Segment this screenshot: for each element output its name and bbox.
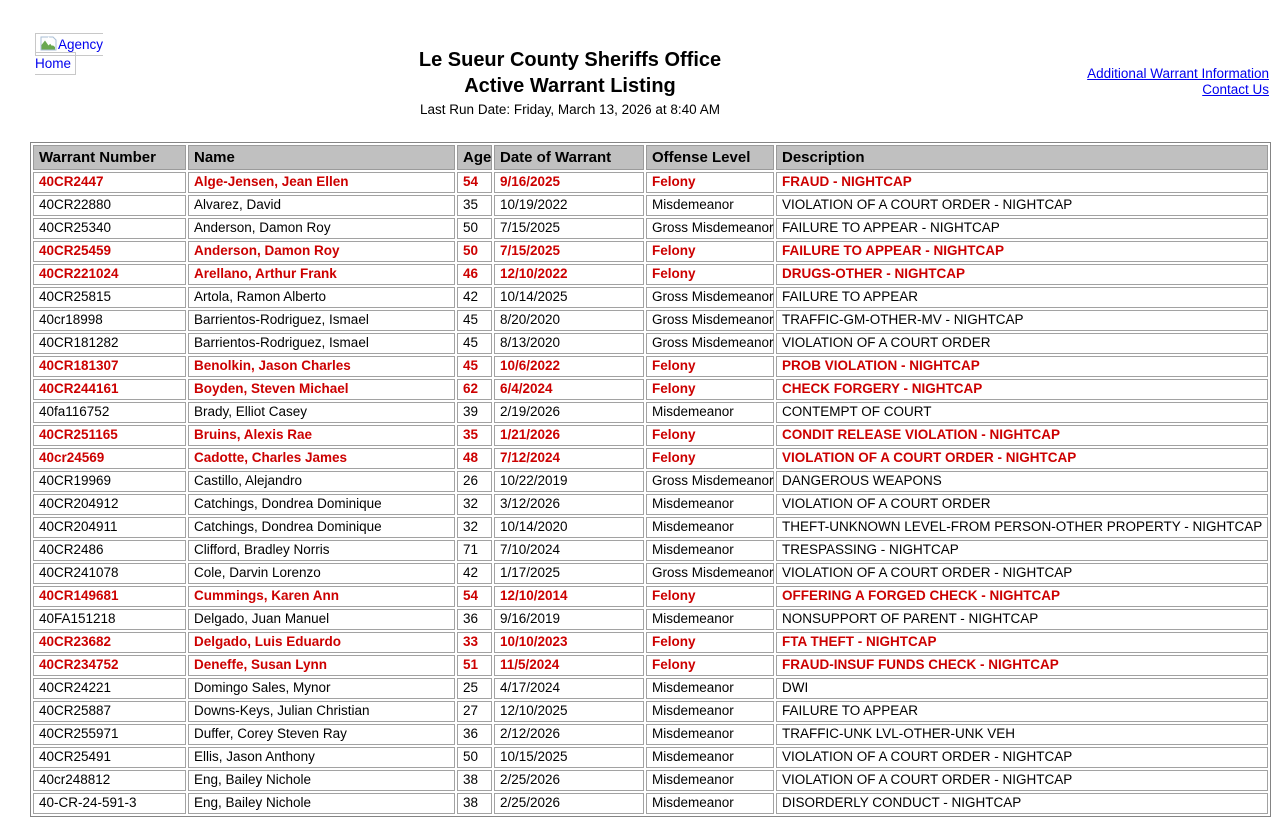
name-cell: Deneffe, Susan Lynn <box>188 655 455 676</box>
offense-level-cell: Misdemeanor <box>646 747 774 768</box>
agency-home-link[interactable] <box>35 33 103 75</box>
date-of-warrant-cell: 7/15/2025 <box>494 241 644 262</box>
offense-level-cell: Gross Misdemeanor <box>646 310 774 331</box>
description-cell: PROB VIOLATION - NIGHTCAP <box>776 356 1268 377</box>
offense-level-cell: Misdemeanor <box>646 494 774 515</box>
warrant-number-cell: 40CR241078 <box>33 563 186 584</box>
description-cell: CONTEMPT OF COURT <box>776 402 1268 423</box>
name-cell: Artola, Ramon Alberto <box>188 287 455 308</box>
date-of-warrant-cell: 10/22/2019 <box>494 471 644 492</box>
age-cell: 35 <box>457 425 492 446</box>
age-cell: 45 <box>457 356 492 377</box>
name-cell: Benolkin, Jason Charles <box>188 356 455 377</box>
table-row <box>33 195 1268 216</box>
offense-level-cell: Felony <box>646 172 774 193</box>
offense-level-cell: Misdemeanor <box>646 540 774 561</box>
warrant-number-cell: 40CR25815 <box>33 287 186 308</box>
name-cell: Barrientos-Rodriguez, Ismael <box>188 310 455 331</box>
warrant-number-cell: 40CR24221 <box>33 678 186 699</box>
table-row <box>33 448 1268 469</box>
age-cell: 42 <box>457 287 492 308</box>
age-cell: 33 <box>457 632 492 653</box>
name-cell: Ellis, Jason Anthony <box>188 747 455 768</box>
description-cell: DISORDERLY CONDUCT - NIGHTCAP <box>776 793 1268 814</box>
offense-level-cell: Misdemeanor <box>646 517 774 538</box>
name-cell: Eng, Bailey Nichole <box>188 793 455 814</box>
table-row <box>33 494 1268 515</box>
table-row <box>33 172 1268 193</box>
name-cell: Cadotte, Charles James <box>188 448 455 469</box>
offense-level-cell: Felony <box>646 379 774 400</box>
description-cell: VIOLATION OF A COURT ORDER - NIGHTCAP <box>776 563 1268 584</box>
offense-level-cell: Gross Misdemeanor <box>646 563 774 584</box>
table-row <box>33 540 1268 561</box>
name-cell: Delgado, Juan Manuel <box>188 609 455 630</box>
date-of-warrant-cell: 2/12/2026 <box>494 724 644 745</box>
name-cell: Boyden, Steven Michael <box>188 379 455 400</box>
description-cell: FRAUD-INSUF FUNDS CHECK - NIGHTCAP <box>776 655 1268 676</box>
warrant-number-cell: 40CR25887 <box>33 701 186 722</box>
table-row <box>33 655 1268 676</box>
age-cell: 50 <box>457 747 492 768</box>
description-cell: FAILURE TO APPEAR - NIGHTCAP <box>776 218 1268 239</box>
table-row <box>33 609 1268 630</box>
warrant-number-cell: 40-CR-24-591-3 <box>33 793 186 814</box>
name-cell: Catchings, Dondrea Dominique <box>188 494 455 515</box>
warrant-number-cell: 40CR204911 <box>33 517 186 538</box>
warrant-number-cell: 40CR244161 <box>33 379 186 400</box>
last-run-date: Last Run Date: Friday, March 13, 2026 at 8:40 AM <box>420 102 720 117</box>
description-cell: DRUGS-OTHER - NIGHTCAP <box>776 264 1268 285</box>
col-header-description: Description <box>776 145 1268 170</box>
age-cell: 54 <box>457 586 492 607</box>
date-of-warrant-cell: 1/21/2026 <box>494 425 644 446</box>
table-row <box>33 287 1268 308</box>
warrant-number-cell: 40CR25340 <box>33 218 186 239</box>
col-header-warrant-number: Warrant Number <box>33 145 186 170</box>
page-subtitle: Active Warrant Listing <box>464 75 676 97</box>
date-of-warrant-cell: 12/10/2022 <box>494 264 644 285</box>
table-row <box>33 310 1268 331</box>
offense-level-cell: Felony <box>646 425 774 446</box>
table-row <box>33 241 1268 262</box>
warrant-number-cell: 40fa116752 <box>33 402 186 423</box>
col-header-offense-level: Offense Level <box>646 145 774 170</box>
warrant-number-cell: 40cr248812 <box>33 770 186 791</box>
name-cell: Delgado, Luis Eduardo <box>188 632 455 653</box>
table-row <box>33 793 1268 814</box>
offense-level-cell: Gross Misdemeanor <box>646 287 774 308</box>
name-cell: Catchings, Dondrea Dominique <box>188 517 455 538</box>
offense-level-cell: Misdemeanor <box>646 793 774 814</box>
table-row <box>33 379 1268 400</box>
offense-level-cell: Felony <box>646 632 774 653</box>
table-row <box>33 218 1268 239</box>
offense-level-cell: Felony <box>646 264 774 285</box>
broken-image-icon <box>40 39 57 54</box>
warrant-number-cell: 40FA151218 <box>33 609 186 630</box>
warrant-number-cell: 40cr18998 <box>33 310 186 331</box>
date-of-warrant-cell: 2/19/2026 <box>494 402 644 423</box>
offense-level-cell: Gross Misdemeanor <box>646 333 774 354</box>
contact-us-link[interactable]: Contact Us <box>1202 82 1269 97</box>
age-cell: 48 <box>457 448 492 469</box>
warrant-number-cell: 40CR181307 <box>33 356 186 377</box>
age-cell: 51 <box>457 655 492 676</box>
description-cell: CHECK FORGERY - NIGHTCAP <box>776 379 1268 400</box>
table-row <box>33 471 1268 492</box>
age-cell: 36 <box>457 724 492 745</box>
date-of-warrant-cell: 10/10/2023 <box>494 632 644 653</box>
name-cell: Barrientos-Rodriguez, Ismael <box>188 333 455 354</box>
age-cell: 62 <box>457 379 492 400</box>
description-cell: TRAFFIC-UNK LVL-OTHER-UNK VEH <box>776 724 1268 745</box>
offense-level-cell: Felony <box>646 448 774 469</box>
description-cell: VIOLATION OF A COURT ORDER <box>776 333 1268 354</box>
table-row <box>33 586 1268 607</box>
description-cell: FAILURE TO APPEAR <box>776 287 1268 308</box>
name-cell: Anderson, Damon Roy <box>188 218 455 239</box>
age-cell: 45 <box>457 310 492 331</box>
description-cell: VIOLATION OF A COURT ORDER <box>776 494 1268 515</box>
warrant-number-cell: 40CR251165 <box>33 425 186 446</box>
date-of-warrant-cell: 11/5/2024 <box>494 655 644 676</box>
warrant-table <box>30 142 1271 817</box>
date-of-warrant-cell: 7/12/2024 <box>494 448 644 469</box>
warrant-number-cell: 40CR25491 <box>33 747 186 768</box>
offense-level-cell: Misdemeanor <box>646 678 774 699</box>
age-cell: 35 <box>457 195 492 216</box>
date-of-warrant-cell: 2/25/2026 <box>494 770 644 791</box>
warrant-number-cell: 40CR221024 <box>33 264 186 285</box>
offense-level-cell: Misdemeanor <box>646 195 774 216</box>
warrant-number-cell: 40CR149681 <box>33 586 186 607</box>
table-row <box>33 333 1268 354</box>
table-row <box>33 563 1268 584</box>
age-cell: 38 <box>457 770 492 791</box>
offense-level-cell: Gross Misdemeanor <box>646 471 774 492</box>
date-of-warrant-cell: 9/16/2019 <box>494 609 644 630</box>
warrant-number-cell: 40CR23682 <box>33 632 186 653</box>
description-cell: CONDIT RELEASE VIOLATION - NIGHTCAP <box>776 425 1268 446</box>
age-cell: 32 <box>457 517 492 538</box>
table-header-row <box>33 145 1268 170</box>
description-cell: NONSUPPORT OF PARENT - NIGHTCAP <box>776 609 1268 630</box>
header-title-block <box>140 0 1000 142</box>
description-cell: FAILURE TO APPEAR <box>776 701 1268 722</box>
table-row <box>33 701 1268 722</box>
name-cell: Eng, Bailey Nichole <box>188 770 455 791</box>
date-of-warrant-cell: 2/25/2026 <box>494 793 644 814</box>
header-links <box>1000 0 1280 142</box>
offense-level-cell: Felony <box>646 241 774 262</box>
table-row <box>33 747 1268 768</box>
header-left <box>0 0 140 142</box>
date-of-warrant-cell: 12/10/2025 <box>494 701 644 722</box>
age-cell: 27 <box>457 701 492 722</box>
description-cell: FAILURE TO APPEAR - NIGHTCAP <box>776 241 1268 262</box>
date-of-warrant-cell: 10/14/2025 <box>494 287 644 308</box>
warrant-number-cell: 40CR234752 <box>33 655 186 676</box>
date-of-warrant-cell: 1/17/2025 <box>494 563 644 584</box>
date-of-warrant-cell: 7/15/2025 <box>494 218 644 239</box>
date-of-warrant-cell: 10/6/2022 <box>494 356 644 377</box>
description-cell: VIOLATION OF A COURT ORDER - NIGHTCAP <box>776 770 1268 791</box>
col-header-date-of-warrant: Date of Warrant <box>494 145 644 170</box>
warrant-number-cell: 40CR2447 <box>33 172 186 193</box>
offense-level-cell: Misdemeanor <box>646 402 774 423</box>
description-cell: FTA THEFT - NIGHTCAP <box>776 632 1268 653</box>
name-cell: Duffer, Corey Steven Ray <box>188 724 455 745</box>
offense-level-cell: Misdemeanor <box>646 770 774 791</box>
date-of-warrant-cell: 10/19/2022 <box>494 195 644 216</box>
date-of-warrant-cell: 12/10/2014 <box>494 586 644 607</box>
name-cell: Cole, Darvin Lorenzo <box>188 563 455 584</box>
description-cell: DANGEROUS WEAPONS <box>776 471 1268 492</box>
table-row <box>33 264 1268 285</box>
name-cell: Cummings, Karen Ann <box>188 586 455 607</box>
date-of-warrant-cell: 3/12/2026 <box>494 494 644 515</box>
date-of-warrant-cell: 9/16/2025 <box>494 172 644 193</box>
date-of-warrant-cell: 4/17/2024 <box>494 678 644 699</box>
offense-level-cell: Felony <box>646 586 774 607</box>
age-cell: 50 <box>457 218 492 239</box>
table-row <box>33 402 1268 423</box>
name-cell: Clifford, Bradley Norris <box>188 540 455 561</box>
description-cell: DWI <box>776 678 1268 699</box>
page-header <box>0 0 1280 142</box>
date-of-warrant-cell: 10/15/2025 <box>494 747 644 768</box>
description-cell: VIOLATION OF A COURT ORDER - NIGHTCAP <box>776 448 1268 469</box>
name-cell: Alvarez, David <box>188 195 455 216</box>
description-cell: TRESPASSING - NIGHTCAP <box>776 540 1268 561</box>
name-cell: Castillo, Alejandro <box>188 471 455 492</box>
age-cell: 26 <box>457 471 492 492</box>
offense-level-cell: Felony <box>646 356 774 377</box>
col-header-name: Name <box>188 145 455 170</box>
warrant-number-cell: 40CR25459 <box>33 241 186 262</box>
age-cell: 36 <box>457 609 492 630</box>
date-of-warrant-cell: 8/20/2020 <box>494 310 644 331</box>
offense-level-cell: Felony <box>646 655 774 676</box>
description-cell: TRAFFIC-GM-OTHER-MV - NIGHTCAP <box>776 310 1268 331</box>
name-cell: Downs-Keys, Julian Christian <box>188 701 455 722</box>
age-cell: 50 <box>457 241 492 262</box>
table-row <box>33 517 1268 538</box>
offense-level-cell: Misdemeanor <box>646 701 774 722</box>
table-row <box>33 678 1268 699</box>
name-cell: Anderson, Damon Roy <box>188 241 455 262</box>
name-cell: Bruins, Alexis Rae <box>188 425 455 446</box>
offense-level-cell: Misdemeanor <box>646 724 774 745</box>
description-cell: OFFERING A FORGED CHECK - NIGHTCAP <box>776 586 1268 607</box>
warrant-number-cell: 40cr24569 <box>33 448 186 469</box>
age-cell: 71 <box>457 540 492 561</box>
description-cell: FRAUD - NIGHTCAP <box>776 172 1268 193</box>
agency-home-label: Agency Home <box>35 37 104 71</box>
warrant-number-cell: 40CR22880 <box>33 195 186 216</box>
warrant-number-cell: 40CR19969 <box>33 471 186 492</box>
age-cell: 46 <box>457 264 492 285</box>
col-header-age: Age <box>457 145 492 170</box>
description-cell: VIOLATION OF A COURT ORDER - NIGHTCAP <box>776 195 1268 216</box>
age-cell: 42 <box>457 563 492 584</box>
description-cell: THEFT-UNKNOWN LEVEL-FROM PERSON-OTHER PROPERTY - NIGHTCAP <box>776 517 1268 538</box>
age-cell: 39 <box>457 402 492 423</box>
name-cell: Arellano, Arthur Frank <box>188 264 455 285</box>
additional-warrant-information-link[interactable]: Additional Warrant Information <box>1087 66 1269 81</box>
table-row <box>33 632 1268 653</box>
date-of-warrant-cell: 6/4/2024 <box>494 379 644 400</box>
name-cell: Brady, Elliot Casey <box>188 402 455 423</box>
name-cell: Domingo Sales, Mynor <box>188 678 455 699</box>
date-of-warrant-cell: 10/14/2020 <box>494 517 644 538</box>
warrant-number-cell: 40CR255971 <box>33 724 186 745</box>
age-cell: 32 <box>457 494 492 515</box>
age-cell: 25 <box>457 678 492 699</box>
offense-level-cell: Misdemeanor <box>646 609 774 630</box>
offense-level-cell: Gross Misdemeanor <box>646 218 774 239</box>
description-cell: VIOLATION OF A COURT ORDER - NIGHTCAP <box>776 747 1268 768</box>
table-row <box>33 356 1268 377</box>
date-of-warrant-cell: 8/13/2020 <box>494 333 644 354</box>
warrant-number-cell: 40CR204912 <box>33 494 186 515</box>
warrant-number-cell: 40CR181282 <box>33 333 186 354</box>
table-row <box>33 724 1268 745</box>
page-title: Le Sueur County Sheriffs Office <box>418 49 722 71</box>
age-cell: 45 <box>457 333 492 354</box>
date-of-warrant-cell: 7/10/2024 <box>494 540 644 561</box>
name-cell: Alge-Jensen, Jean Ellen <box>188 172 455 193</box>
warrant-number-cell: 40CR2486 <box>33 540 186 561</box>
age-cell: 38 <box>457 793 492 814</box>
table-row <box>33 425 1268 446</box>
age-cell: 54 <box>457 172 492 193</box>
table-row <box>33 770 1268 791</box>
